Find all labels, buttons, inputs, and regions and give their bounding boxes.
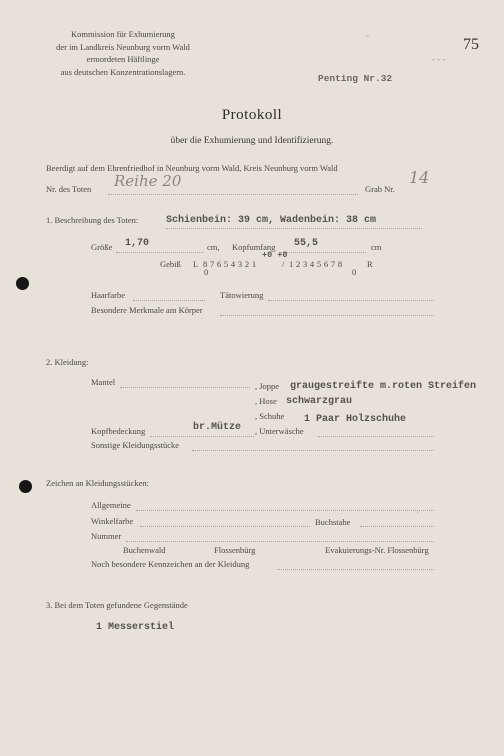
grave-nr-value: 14 — [409, 168, 430, 187]
dead-nr-label: Nr. des Toten — [46, 184, 92, 194]
dotted-line — [126, 541, 434, 542]
underwear-label: , Unterwäsche — [255, 426, 304, 436]
dotted-line — [220, 315, 434, 316]
dotted-line — [150, 436, 254, 437]
trousers-label: , Hose — [255, 396, 277, 406]
teeth-left-row: 8 7 6 5 4 3 2 1 — [203, 259, 257, 269]
height-unit: cm, — [207, 242, 220, 252]
underwear-label-text: Unterwäsche — [259, 426, 304, 436]
trousers-value: schwarzgrau — [286, 396, 353, 407]
head-circumference-label: Kopfumfang — [232, 242, 276, 252]
section-1-heading: 1. Beschreibung des Toten: — [46, 215, 139, 225]
dotted-line — [277, 569, 434, 570]
punch-hole-bottom — [19, 480, 32, 493]
body-features-label: Besondere Merkmale am Körper — [91, 305, 203, 315]
trousers-label-text: Hose — [259, 396, 277, 406]
buchenwald-label: Buchenwald — [123, 545, 166, 555]
head-unit: cm — [371, 242, 382, 252]
shoes-label-text: Schuhe — [259, 411, 285, 421]
dotted-line — [136, 510, 434, 511]
teeth-right-row: 1 2 3 4 5 6 7 8 — [289, 259, 343, 269]
dotted-line — [108, 194, 358, 195]
triangle-color-label: Winkelfarbe — [91, 516, 134, 526]
jacket-label-text: Joppe — [259, 381, 280, 391]
commission-line: Kommission für Exhumierung — [71, 29, 175, 39]
speck-mark: - - - — [432, 54, 446, 64]
shoes-label: , Schuhe — [255, 411, 285, 421]
head-circumference-value: 55,5 — [294, 238, 319, 249]
dotted-line — [120, 387, 250, 388]
dotted-line — [140, 526, 310, 527]
page-title: Protokoll — [221, 107, 283, 123]
bone-measurements: Schienbein: 39 cm, Wadenbein: 38 cm — [166, 215, 377, 226]
shoes-value: 1 Paar Holzschuhe — [304, 414, 407, 425]
commission-line: aus deutschen Konzentrationslagern. — [60, 66, 186, 77]
dotted-line — [268, 300, 434, 301]
commission-line: der im Landkreis Neunburg vorm Wald — [56, 41, 190, 52]
section-3-heading: 3. Bei dem Toten gefundene Gegenstände — [46, 600, 188, 610]
commission-header — [38, 28, 208, 78]
height-label: Größe — [91, 242, 113, 252]
dotted-line — [318, 436, 434, 437]
found-item: 1 Messerstiel — [96, 622, 175, 633]
jacket-label: , Joppe — [255, 381, 280, 391]
jacket-value: graugestreifte m.roten Streifen — [290, 381, 477, 392]
dotted-line — [166, 228, 422, 229]
coat-label: Mantel — [91, 377, 116, 387]
teeth-separator: / — [282, 259, 285, 269]
dotted-line — [280, 252, 366, 253]
speck-mark: ‐ — [366, 30, 369, 40]
dead-nr-value: Reihe 20 — [114, 172, 182, 190]
evacuation-number-label: Evakuierungs-Nr. Flossenbürg — [325, 545, 429, 555]
dotted-line — [360, 526, 434, 527]
letter-label: Buchstabe — [315, 517, 351, 527]
hair-color-label: Haarfarbe — [91, 290, 125, 300]
dotted-line — [116, 252, 204, 253]
dotted-line — [192, 450, 434, 451]
page-subtitle: über die Exhumierung und Identifizierung. — [170, 136, 334, 146]
teeth-under-right: 0 — [352, 267, 357, 277]
tattoo-label: Tätowierung — [220, 290, 264, 300]
height-value: 1,70 — [125, 238, 150, 249]
teeth-label: Gebiß — [160, 259, 181, 269]
other-clothing-label: Sonstige Kleidungsstücke — [91, 440, 180, 450]
teeth-right-letter: R — [367, 259, 373, 269]
headwear-value: br.Mütze — [193, 422, 242, 433]
other-marks-label: Noch besondere Kennzeichen an der Kleidung — [91, 559, 250, 569]
grave-nr-label: Grab Nr. — [365, 184, 395, 194]
teeth-top-marks: +0 +0 — [262, 250, 288, 260]
reference-number: Penting Nr.32 — [318, 73, 393, 84]
commission-line: ermordeten Häftlinge — [86, 54, 160, 64]
speck-mark: ' — [417, 510, 419, 520]
dotted-line — [133, 300, 205, 301]
headwear-label: Kopfbedeckung — [91, 426, 146, 436]
clothing-marks-heading: Zeichen an Kleidungsstücken: — [46, 478, 149, 488]
flossenbuerg-label: Flossenbürg — [214, 545, 256, 555]
general-label: Allgemeine — [91, 500, 131, 510]
punch-hole-top — [16, 277, 29, 290]
section-2-heading: 2. Kleidung: — [46, 357, 89, 367]
teeth-under-left: 0 — [204, 267, 209, 277]
burial-location: Beerdigt auf dem Ehrenfriedhof in Neunburg vorm Wald, Kreis Neunburg vorm Wald — [46, 163, 338, 173]
page-number: 75 — [463, 36, 479, 53]
teeth-left-letter: L — [193, 259, 199, 269]
number-label: Nummer — [91, 531, 122, 541]
